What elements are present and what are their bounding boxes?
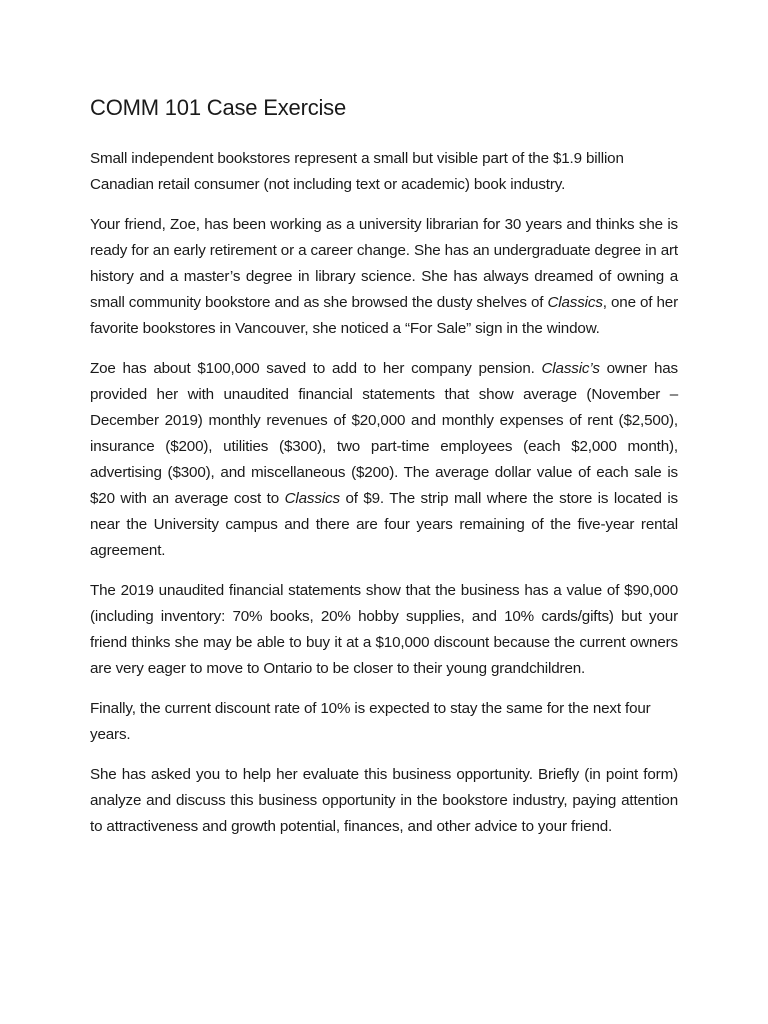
store-name-italic: Classics [284, 490, 340, 507]
paragraph-text: , one of her favorite bookstores in Vancouver, she noticed a “For Sale” sign in the window. [90, 294, 678, 337]
paragraph-zoe-background [90, 212, 678, 342]
store-name-italic: Classic’s [541, 360, 600, 377]
paragraph-discount-rate: Finally, the current discount rate of 10% is expected to stay the same for the next four years. [90, 700, 651, 743]
paragraph-text: Your friend, Zoe, has been working as a university librarian for 30 years and thinks she is ready for an early retirement or a career change. She has an undergraduate degree in art history and a master’s degree in library science. She has always dreamed of owning a small community bookstore and as she browsed the dusty shelves of [90, 216, 678, 311]
paragraph-business-value: The 2019 unaudited financial statements show that the business has a value of $90,000 (including inventory: 70% books, 20% hobby supplies, and 10% cards/gifts) but your friend thinks she may be able to buy it at a $10,000 discount because the current owners are very eager to move to Ontario to be closer to their young grandchildren. [90, 582, 678, 677]
paragraph-financials [90, 356, 678, 564]
paragraph-text: of $9. The strip mall where the store is located is near the University campus and there are four years remaining of the five-year rental agreement. [90, 490, 679, 559]
document-page [90, 92, 678, 854]
paragraph-industry: Small independent bookstores represent a small but visible part of the $1.9 billion Canadian retail consumer (not including text or academic) book industry. [90, 150, 624, 193]
document-title: COMM 101 Case Exercise [90, 95, 347, 120]
paragraph-task: She has asked you to help her evaluate this business opportunity. Briefly (in point form) analyze and discuss this business opportunity in the bookstore industry, paying attention to attractiveness and growth potential, finances, and other advice to your friend. [90, 766, 678, 835]
paragraph-text: owner has provided her with unaudited financial statements that show average (November – December 2019) monthly revenues of $20,000 and monthly expenses of rent ($2,500), insurance ($200), utilities ($300), two part-time employees (each $2,000 month), advertising ($300), and miscellaneous ($200). The average dollar value of each sale is $20 with an average cost to [90, 360, 679, 507]
store-name-italic: Classics [547, 294, 603, 311]
paragraph-text: Zoe has about $100,000 saved to add to her company pension. [90, 360, 542, 377]
